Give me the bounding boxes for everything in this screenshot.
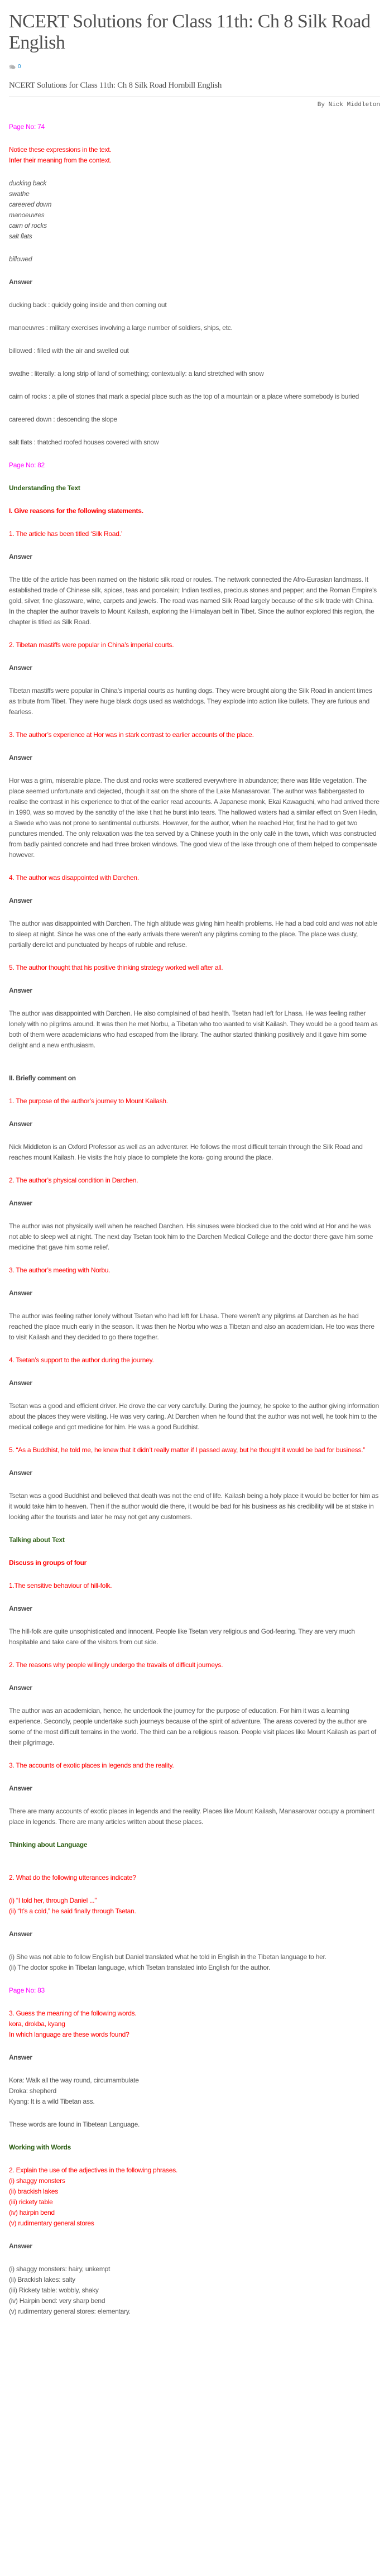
answer-text bbox=[9, 2075, 380, 2107]
question: 5. “As a Buddhist, he told me, he knew that it didn’t really matter if I passed away, but he thought it would be bad for business.” bbox=[9, 1446, 366, 1454]
answer-label: Answer bbox=[9, 278, 32, 286]
question: 3. The author’s meeting with Norbu. bbox=[9, 1266, 111, 1274]
answer-text: Hor was a grim, miserable place. The dust and rocks were scattered everywhere in abundance; there was little vegetation. The place seemed unfortunate and dejected, though it sat on the shore of the Lake Manasarovar. The author was flabbergasted to realise the contrast in his experience to that of the earlier read accounts. A Japanese monk, Ekai Kawaguchi, who had arrived there in 1990, was so moved by the sanctity of the lake t hat he burst into tears. The hallowed waters had a similar effect on Sven Hedin, a Swede who was not prone to sentimental outbursts. However, for the author, when he reached Hor, first he had to get two punctures mended. The only relaxation was the tea served by a Chinese youth in the only café in the town, which was constructed from badly painted concrete and had three broken windows. The good view of the lake through one of them helped to compensate however. bbox=[9, 777, 380, 859]
answer-text: The author was not physically well when he reached Darchen. His sinuses were blocked due to the cold wind at Hor and he was not able to sleep well at night. The next day Tsetan took him to the Darchen Medical College and the doctor there gave him some medicine that gave him some relief. bbox=[9, 1222, 373, 1251]
question: 4. Tsetan’s support to the author during the journey. bbox=[9, 1356, 154, 1364]
answer-label: Answer bbox=[9, 987, 32, 994]
term-item: ducking back bbox=[9, 179, 47, 187]
question-line: (iii) rickety table bbox=[9, 2198, 53, 2206]
post-meta bbox=[9, 64, 380, 70]
answer-text bbox=[9, 2264, 380, 2317]
answer-line: (v) rudimentary general stores: elementary. bbox=[9, 2307, 131, 2315]
answer-text: The author was disappointed with Darchen. The high altitude was giving him health problems. He had a bad cold and was not able to sleep at night. Since he was one of the early arrivals there weren’t any pilgrims coming to the place. The place was dusty, partially derelict and punctuated by heaps of rubble and refuse. bbox=[9, 920, 378, 949]
answer-text: cairn of rocks : a pile of stones that mark a special place such as the top of a mountain or a place where somebody is buried bbox=[9, 392, 359, 400]
question-subitems bbox=[9, 1895, 380, 1917]
answer-text: The author was disappointed with Darchen. He also complained of bad health. Tsetan had left for Lhasa. He was feeling rather lonely with no pilgrims around. It was then he met Norbu, a Tibetan who too wanted to visit Kailash. They would be a good team as both of them were academicians who had escaped from the library. The author started thinking positively and it gave him some delight and a new enthusiasm. bbox=[9, 1009, 378, 1049]
answer-text: Tibetan mastiffs were popular in China’s imperial courts as hunting dogs. They were brought along the Silk Road in ancient times as tribute from Tibet. They were huge black dogs used as watchdogs. They explode into action like bullets. They are furious and fearless. bbox=[9, 687, 372, 716]
article-subtitle: NCERT Solutions for Class 11th: Ch 8 Silk Road Hornbill English bbox=[9, 81, 380, 97]
page-title: NCERT Solutions for Class 11th: Ch 8 Silk Road English bbox=[9, 11, 371, 53]
answer-label: Answer bbox=[9, 754, 32, 762]
question: 5. The author thought that his positive thinking strategy worked well after all. bbox=[9, 964, 223, 971]
page-number-74: Page No: 74 bbox=[9, 123, 45, 131]
comment-count-link[interactable]: 0 bbox=[18, 64, 21, 70]
answer-text bbox=[9, 1952, 380, 1973]
answer-text: manoeuvres : military exercises involving a large number of soldiers, ships, etc. bbox=[9, 324, 233, 332]
part-heading: I. Give reasons for the following statements. bbox=[9, 507, 143, 515]
answer-label: Answer bbox=[9, 1199, 32, 1207]
answer-label: Answer bbox=[9, 1120, 32, 1128]
answer-text: ducking back : quickly going inside and then coming out bbox=[9, 301, 167, 309]
section-heading: Understanding the Text bbox=[9, 484, 80, 492]
spacer bbox=[9, 1862, 380, 1873]
question-line: (v) rudimentary general stores bbox=[9, 2219, 94, 2227]
answer-line: (i) She was not able to follow English but Daniel translated what he told in English in the Tibetan language to her. bbox=[9, 1953, 326, 1961]
term-item: careered down bbox=[9, 200, 52, 208]
question-line: 3. Guess the meaning of the following words. bbox=[9, 2009, 137, 2017]
answer-line: Kora: Walk all the way round, circumambulate bbox=[9, 2076, 139, 2084]
author-byline: By Nick Middleton bbox=[317, 102, 380, 108]
question-line: (iv) hairpin bend bbox=[9, 2209, 55, 2216]
term-item: swathe bbox=[9, 190, 30, 198]
part-heading: Discuss in groups of four bbox=[9, 1559, 87, 1567]
question-line: 2. Explain the use of the adjectives in the following phrases. bbox=[9, 2166, 178, 2174]
part-heading: II. Briefly comment on bbox=[9, 1074, 76, 1082]
section-heading: Thinking about Language bbox=[9, 1841, 88, 1849]
answer-text: salt flats : thatched roofed houses covered with snow bbox=[9, 438, 159, 446]
spacer bbox=[9, 1063, 380, 1073]
answer-label: Answer bbox=[9, 553, 32, 561]
answer-text: Tsetan was a good and efficient driver. He drove the car very carefully. During the journey, he spoke to the author giving information about the places they were visiting. He was very caring. At Darchen when he found that the author was not well, he took him to the medical college and got medicine for him. He was a good Buddhist. bbox=[9, 1402, 379, 1431]
answer-label: Answer bbox=[9, 2053, 32, 2061]
answer-line: (ii) The doctor spoke in Tibetan language, which Tsetan translated into English for the author. bbox=[9, 1964, 271, 1971]
answer-label: Answer bbox=[9, 1469, 32, 1477]
term-item: salt flats bbox=[9, 232, 32, 240]
answer-line: (iv) Hairpin bend: very sharp bend bbox=[9, 2297, 105, 2305]
answer-text: Tsetan was a good Buddhist and believed that death was not the end of life. Kailash being a holy place it would be better for him as it would take him to heaven. Then if the author would die there, it would be bad for his business as his credibility will be at stake in looking after the tourists and later he may not get any customers. bbox=[9, 1492, 379, 1521]
answer-line: (iii) Rickety table: wobbly, shaky bbox=[9, 2286, 99, 2294]
answer-text: These words are found in Tibetean Language. bbox=[9, 2120, 140, 2128]
answer-text: The author was feeling rather lonely without Tsetan who had left for Lhasa. There weren’t any pilgrims at Darchen as he had reached the place much early in the season. It was then he Norbu who was a Tibetan and also an academician. He too was there to visit Kailash and they decided to go there together. bbox=[9, 1312, 374, 1341]
question bbox=[9, 2008, 380, 2040]
question: 1. The purpose of the author’s journey to Mount Kailash. bbox=[9, 1097, 168, 1105]
page-number-82: Page No: 82 bbox=[9, 461, 45, 469]
question-line: (i) “I told her, through Daniel ...” bbox=[9, 1897, 97, 1904]
answer-label: Answer bbox=[9, 1784, 32, 1792]
answer-text: The title of the article has been named on the historic silk road or routes. The network connected the Afro-Eurasian landmass. It established trade of Chinese silk, spices, teas and porcelain; Indian textiles, precious stones and pepper; and the Roman Empire's gold, silver, fine glassware, wine, carpets and jewels. The road was named Silk Road largely because of the silk trade with China. In the chapter the author travels to Mount Kailash, exploring the Himalayan belt in Tibet. Since the author explored this region, the chapter is titled as Silk Road. bbox=[9, 576, 377, 626]
answer-label: Answer bbox=[9, 897, 32, 904]
answer-text: The hill-folk are quite unsophisticated and innocent. People like Tsetan very religious and God-fearing. They are very much hospitable and take care of the visitors from out side. bbox=[9, 1627, 355, 1646]
question bbox=[9, 2165, 380, 2229]
answer-text: The author was an academician, hence, he undertook the journey for the purpose of education. For him it was a learning experience. Secondly, people undertake such journeys because of the spirit of adventure. The areas covered by the author are some of the most difficult terrains in the world. The third can be a religious reason. People visit places like Mount Kailash as part of their pilgrimage. bbox=[9, 1707, 376, 1746]
answer-line: Droka: shepherd bbox=[9, 2087, 56, 2095]
term-item: billowed bbox=[9, 255, 32, 263]
question-line: In which language are these words found? bbox=[9, 2031, 129, 2038]
question: 1.The sensitive behaviour of hill-folk. bbox=[9, 1582, 112, 1589]
term-item: cairn of rocks bbox=[9, 222, 47, 229]
answer-label: Answer bbox=[9, 1605, 32, 1612]
section-heading: Working with Words bbox=[9, 2143, 71, 2151]
answer-text: careered down : descending the slope bbox=[9, 415, 117, 423]
answer-label: Answer bbox=[9, 1930, 32, 1938]
comments-icon bbox=[9, 64, 16, 70]
question-line: Notice these expressions in the text. bbox=[9, 146, 112, 154]
question: 1. The article has been titled ‘Silk Road.’ bbox=[9, 530, 123, 538]
question-line: (i) shaggy monsters bbox=[9, 2177, 65, 2185]
section-heading: Talking about Text bbox=[9, 1536, 65, 1544]
answer-text: There are many accounts of exotic places in legends and the reality. Places like Mount Kailash, Manasarovar occupy a prominent place in legends. There are many articles written about these places. bbox=[9, 1807, 374, 1826]
question: 3. The accounts of exotic places in legends and the reality. bbox=[9, 1761, 174, 1769]
question-line: Infer their meaning from the context. bbox=[9, 156, 112, 164]
question: 2. The author’s physical condition in Darchen. bbox=[9, 1176, 138, 1184]
question: 2. What do the following utterances indicate? bbox=[9, 1874, 136, 1881]
question: 2. Tibetan mastiffs were popular in China’s imperial courts. bbox=[9, 641, 174, 649]
question-line: (ii) brackish lakes bbox=[9, 2187, 58, 2195]
answer-text: Nick Middleton is an Oxford Professor as well as an adventurer. He follows the most difficult terrain through the Silk Road and reaches mount Kailash. He visits the holy place to complete the kora- going around the place. bbox=[9, 1143, 363, 1161]
term-item: manoeuvres bbox=[9, 211, 45, 219]
answer-text: swathe : literally: a long strip of land of something; contextually: a land stretched with snow bbox=[9, 370, 264, 377]
answer-label: Answer bbox=[9, 664, 32, 672]
terms-list bbox=[9, 178, 380, 242]
answer-label: Answer bbox=[9, 2242, 32, 2250]
question-line: kora, drokba, kyang bbox=[9, 2020, 65, 2028]
answer-label: Answer bbox=[9, 1684, 32, 1692]
page-number-83: Page No: 83 bbox=[9, 1986, 45, 1994]
answer-line: Kyang: It is a wild Tibetan ass. bbox=[9, 2098, 95, 2105]
question-expressions bbox=[9, 145, 380, 166]
question: 4. The author was disappointed with Darchen. bbox=[9, 874, 139, 882]
question-line: (ii) “It’s a cold,” he said finally through Tsetan. bbox=[9, 1907, 136, 1915]
answer-label: Answer bbox=[9, 1379, 32, 1387]
question: 2. The reasons why people willingly undergo the travails of difficult journeys. bbox=[9, 1661, 223, 1669]
answer-line: (ii) Brackish lakes: salty bbox=[9, 2276, 75, 2283]
question: 3. The author’s experience at Hor was in stark contrast to earlier accounts of the place. bbox=[9, 731, 254, 739]
answer-label: Answer bbox=[9, 1289, 32, 1297]
answer-text: billowed : filled with the air and swelled out bbox=[9, 347, 129, 355]
answer-line: (i) shaggy monsters: hairy, unkempt bbox=[9, 2265, 111, 2273]
